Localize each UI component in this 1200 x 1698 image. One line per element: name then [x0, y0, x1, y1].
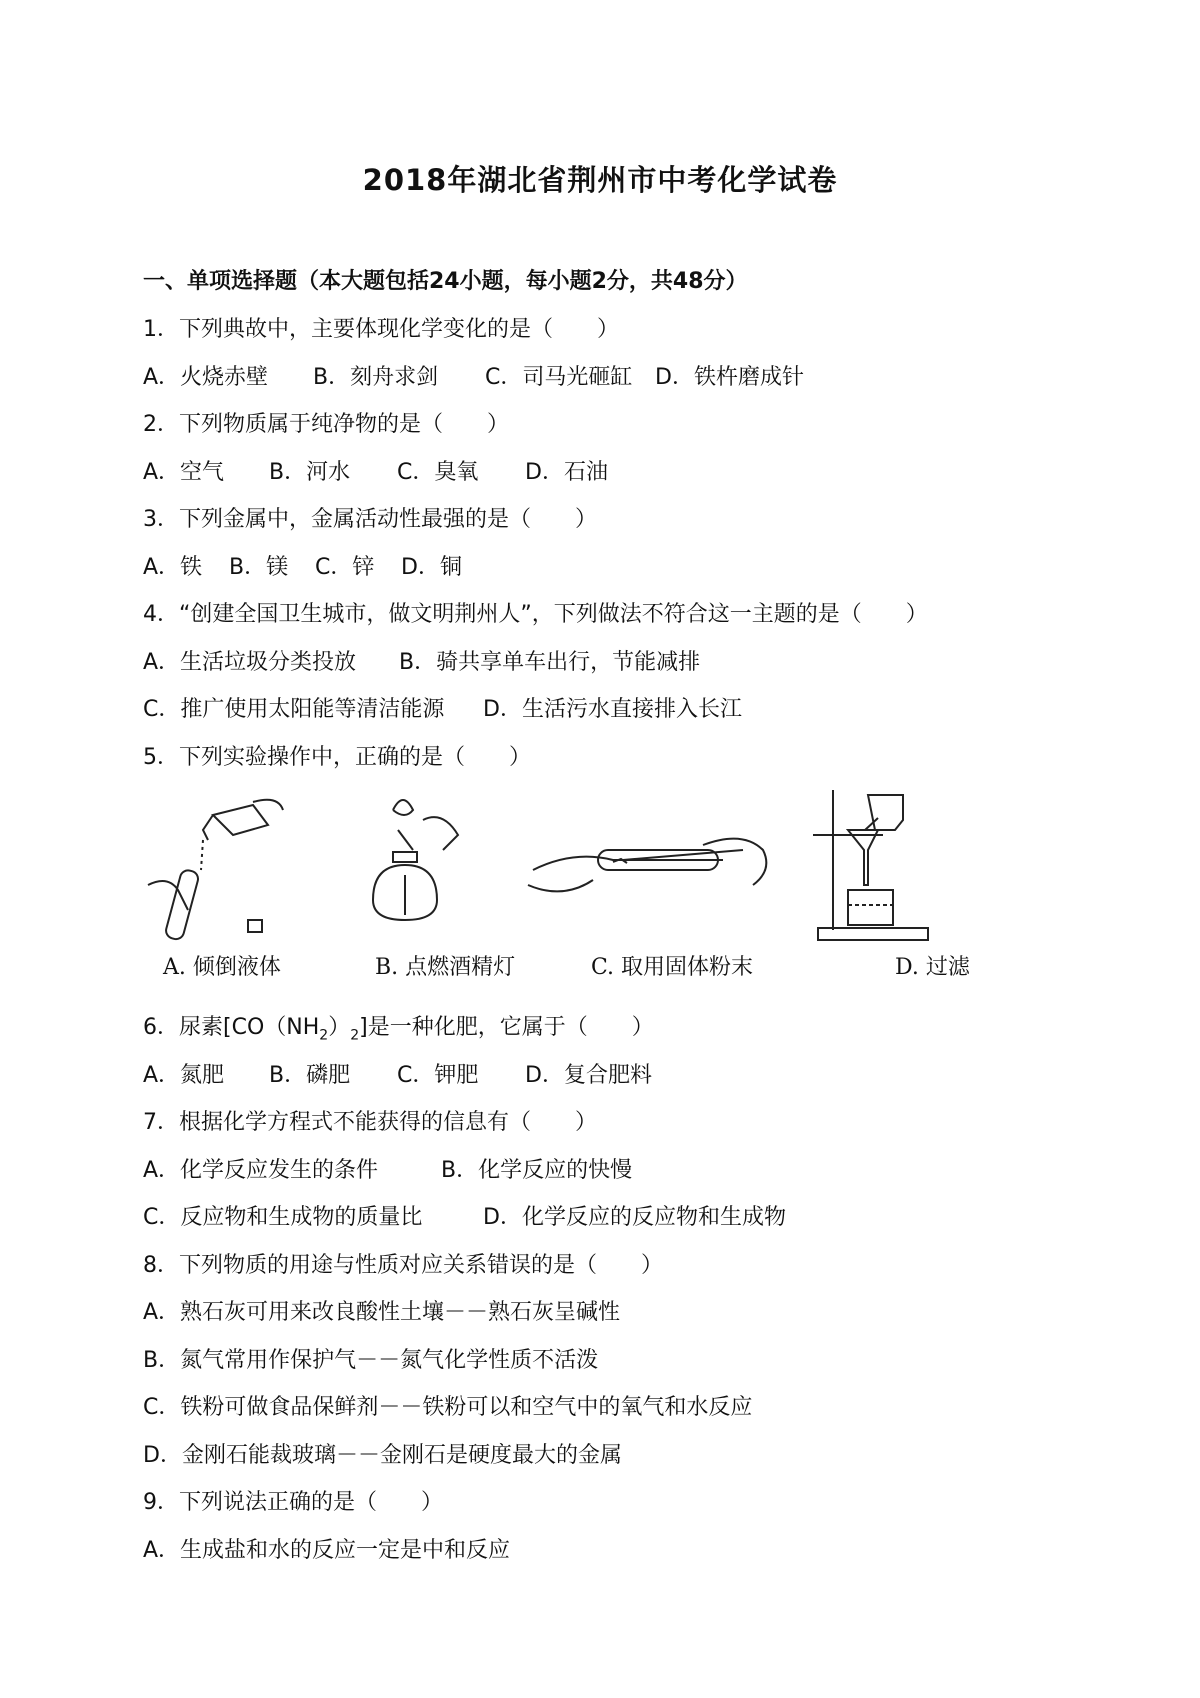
lab-operations-figure: [143, 790, 1043, 990]
q3-option-c: C．锌: [315, 555, 375, 580]
question-6-options: [143, 1058, 652, 1089]
section-heading: 一、单项选择题（本大题包括24小题，每小题2分，共48分）: [143, 269, 748, 294]
caption-d: D. 过滤: [895, 955, 970, 980]
question-2-stem: 2．下列物质属于纯净物的是（ ）: [143, 412, 509, 437]
q2-option-a: A．空气: [143, 460, 225, 485]
question-4-options-ab: [143, 645, 700, 676]
q1-option-c: C．司马光砸缸: [485, 365, 633, 390]
q1-option-a: A．火烧赤壁: [143, 365, 269, 390]
q7-option-c: C．反应物和生成物的质量比: [143, 1205, 423, 1230]
q6-option-c: C．钾肥: [397, 1063, 479, 1088]
lighting-lamp-illustration: [373, 800, 458, 920]
taking-powder-illustration: [528, 839, 766, 892]
q8-option-d: D．金刚石能裁玻璃－－金刚石是硬度最大的金属: [143, 1443, 622, 1468]
question-7-options-cd: [143, 1200, 786, 1231]
q4-option-c: C．推广使用太阳能等清洁能源: [143, 697, 445, 722]
q2-option-c: C．臭氧: [397, 460, 479, 485]
q6-option-b: B．磷肥: [269, 1063, 351, 1088]
q6-stem-pre: 6．尿素[CO（NH: [143, 1015, 320, 1040]
q2-option-b: B．河水: [269, 460, 351, 485]
q6-stem-post: ]是一种化肥，它属于（ ）: [359, 1015, 654, 1040]
question-5-stem: 5．下列实验操作中，正确的是（ ）: [143, 745, 531, 770]
q9-option-a: A．生成盐和水的反应一定是中和反应: [143, 1538, 511, 1563]
question-6-stem: [143, 1010, 654, 1043]
q4-option-b: B．骑共享单车出行，节能减排: [399, 650, 701, 675]
caption-c: C. 取用固体粉末: [591, 955, 754, 980]
q1-option-d: D．铁杵磨成针: [655, 365, 804, 390]
q6-sub-1: 2: [319, 1027, 329, 1044]
question-1-stem: 1．下列典故中，主要体现化学变化的是（ ）: [143, 317, 619, 342]
q8-option-b: B．氮气常用作保护气－－氮气化学性质不活泼: [143, 1348, 599, 1373]
question-8-stem: 8．下列物质的用途与性质对应关系错误的是（ ）: [143, 1253, 663, 1278]
q4-option-a: A．生活垃圾分类投放: [143, 650, 357, 675]
exam-title: 2018年湖北省荆州市中考化学试卷: [362, 163, 838, 197]
filtration-illustration: [813, 790, 928, 940]
q3-option-d: D．铜: [401, 555, 462, 580]
caption-b: B. 点燃酒精灯: [375, 955, 516, 980]
q3-option-a: A．铁: [143, 555, 203, 580]
q3-option-b: B．镁: [229, 555, 289, 580]
q7-option-b: B．化学反应的快慢: [441, 1158, 633, 1183]
question-3-stem: 3．下列金属中，金属活动性最强的是（ ）: [143, 507, 597, 532]
q8-option-c: C．铁粉可做食品保鲜剂－－铁粉可以和空气中的氧气和水反应: [143, 1395, 753, 1420]
lab-illustrations: [143, 790, 1043, 950]
question-1-options: [143, 360, 804, 391]
q1-option-b: B．刻舟求剑: [313, 365, 439, 390]
question-7-stem: 7．根据化学方程式不能获得的信息有（ ）: [143, 1110, 597, 1135]
q7-option-a: A．化学反应发生的条件: [143, 1158, 379, 1183]
q2-option-d: D．石油: [525, 460, 608, 485]
q6-option-d: D．复合肥料: [525, 1063, 652, 1088]
caption-a: A. 倾倒液体: [163, 955, 281, 980]
question-3-options: [143, 550, 462, 581]
question-2-options: [143, 455, 608, 486]
question-7-options-ab: [143, 1153, 632, 1184]
pouring-liquid-illustration: [148, 800, 283, 941]
q4-option-d: D．生活污水直接排入长江: [483, 697, 742, 722]
q6-sub-2: 2: [350, 1027, 360, 1044]
question-4-options-cd: [143, 692, 742, 723]
q7-option-d: D．化学反应的反应物和生成物: [483, 1205, 786, 1230]
question-4-stem: 4．“创建全国卫生城市，做文明荆州人”，下列做法不符合这一主题的是（ ）: [143, 602, 928, 627]
question-9-stem: 9．下列说法正确的是（ ）: [143, 1490, 443, 1515]
q6-option-a: A．氮肥: [143, 1063, 225, 1088]
q8-option-a: A．熟石灰可用来改良酸性土壤－－熟石灰呈碱性: [143, 1300, 621, 1325]
q6-stem-mid: ）: [328, 1015, 351, 1040]
